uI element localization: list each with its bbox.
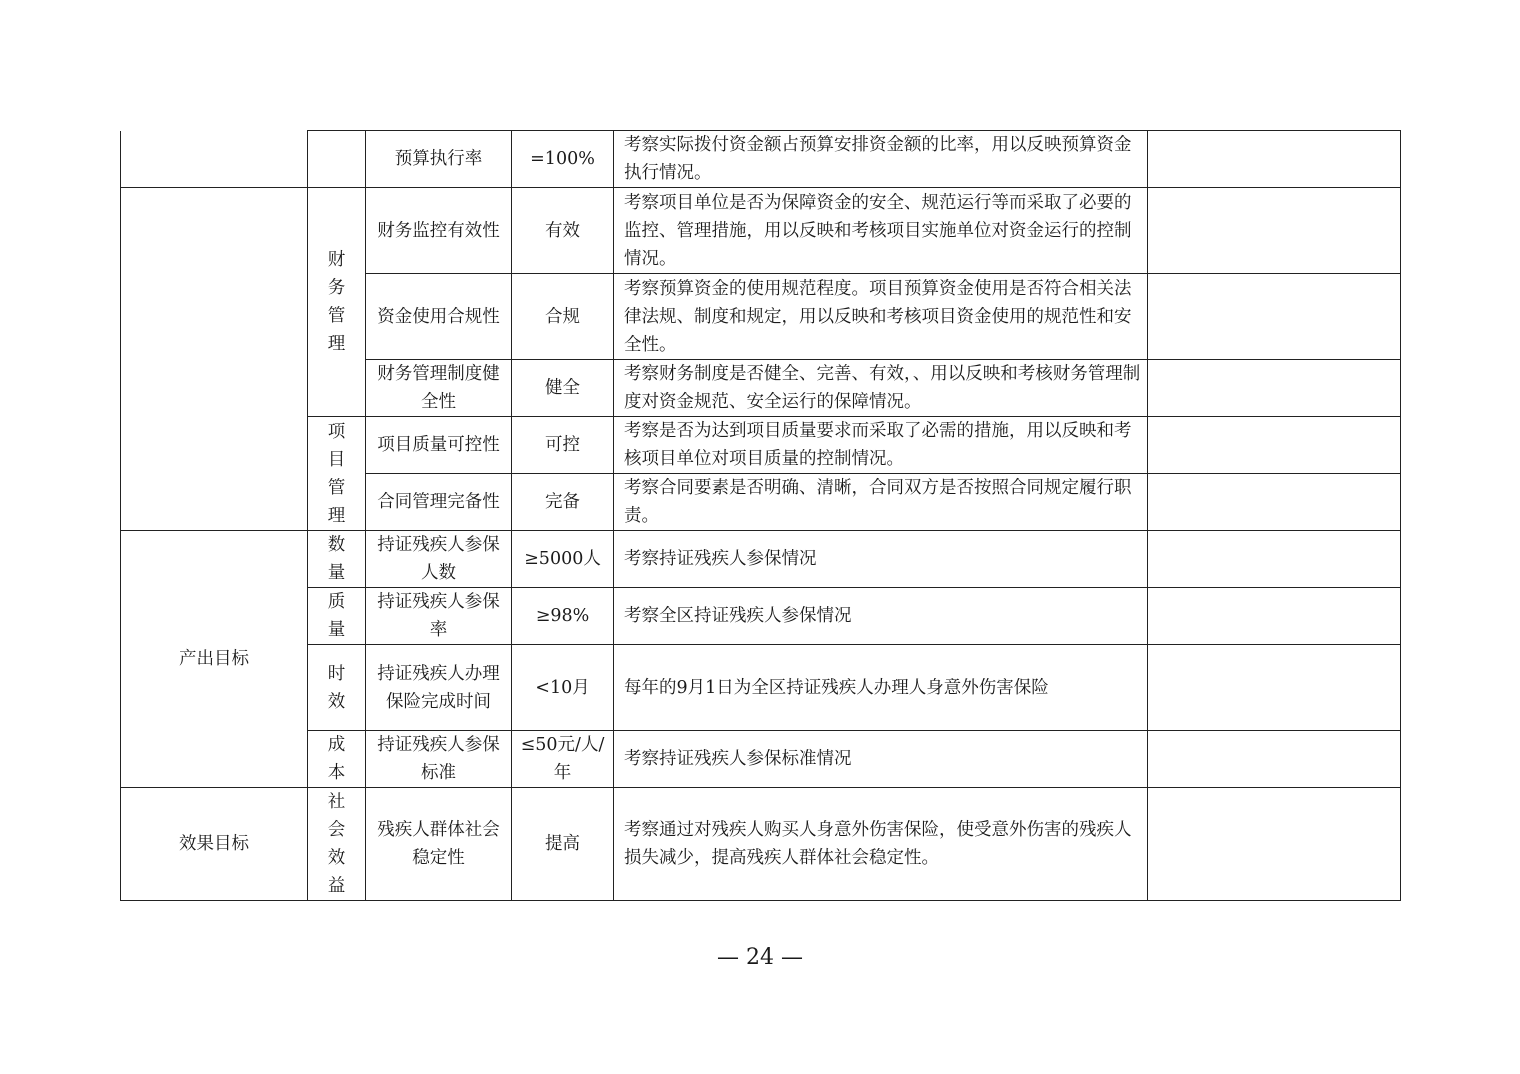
indicator-cell: 财务管理制度健全性: [366, 360, 512, 417]
indicator-cell: 预算执行率: [366, 131, 512, 188]
table-row: [121, 188, 1401, 274]
target-cell: 可控: [512, 417, 614, 474]
level2-cell: 质量: [308, 588, 366, 645]
remark-cell: [1148, 645, 1401, 731]
remark-cell: [1148, 474, 1401, 531]
description-cell: 考察持证残疾人参保标准情况: [614, 731, 1148, 788]
target-cell: 健全: [512, 360, 614, 417]
description-cell: 考察财务制度是否健全、完善、有效，、用以反映和考核财务管理制度对资金规范、安全运行的保障情况。: [614, 360, 1148, 417]
remark-cell: [1148, 131, 1401, 188]
indicator-cell: 持证残疾人参保标准: [366, 731, 512, 788]
indicator-cell: 持证残疾人参保人数: [366, 531, 512, 588]
level1-cell: [121, 188, 308, 531]
table-row: [121, 417, 1401, 474]
target-cell: =100%: [512, 131, 614, 188]
indicator-cell: 合同管理完备性: [366, 474, 512, 531]
level2-cell: 数量: [308, 531, 366, 588]
level1-cell: 效果目标: [121, 788, 308, 901]
indicator-cell: 持证残疾人办理保险完成时间: [366, 645, 512, 731]
target-cell: 有效: [512, 188, 614, 274]
description-cell: 考察项目单位是否为保障资金的安全、规范运行等而采取了必要的监控、管理措施，用以反映和考核项目实施单位对资金运行的控制情况。: [614, 188, 1148, 274]
target-cell: 完备: [512, 474, 614, 531]
target-cell: 合规: [512, 274, 614, 360]
level1-cell: [121, 131, 308, 188]
indicator-cell: 残疾人群体社会稳定性: [366, 788, 512, 901]
indicator-cell: 资金使用合规性: [366, 274, 512, 360]
level2-cell: 成本: [308, 731, 366, 788]
indicator-cell: 持证残疾人参保率: [366, 588, 512, 645]
remark-cell: [1148, 588, 1401, 645]
description-cell: 考察预算资金的使用规范程度。项目预算资金使用是否符合相关法律法规、制度和规定，用以反映和考核项目资金使用的规范性和安全性。: [614, 274, 1148, 360]
level2-cell: 财务管理: [308, 188, 366, 417]
description-cell: 考察全区持证残疾人参保情况: [614, 588, 1148, 645]
remark-cell: [1148, 731, 1401, 788]
table-row: [121, 645, 1401, 731]
description-cell: 考察持证残疾人参保情况: [614, 531, 1148, 588]
remark-cell: [1148, 188, 1401, 274]
remark-cell: [1148, 274, 1401, 360]
level2-cell: 项目管理: [308, 417, 366, 531]
description-cell: 考察是否为达到项目质量要求而采取了必需的措施，用以反映和考核项目单位对项目质量的控制情况。: [614, 417, 1148, 474]
target-cell: ≥5000人: [512, 531, 614, 588]
level2-cell: [308, 131, 366, 188]
target-cell: ≤50元/人/年: [512, 731, 614, 788]
table-row: [121, 731, 1401, 788]
target-cell: <10月: [512, 645, 614, 731]
description-cell: 考察实际拨付资金额占预算安排资金额的比率，用以反映预算资金执行情况。: [614, 131, 1148, 188]
remark-cell: [1148, 531, 1401, 588]
table-row: [121, 588, 1401, 645]
description-cell: 考察通过对残疾人购买人身意外伤害保险，使受意外伤害的残疾人损失减少，提高残疾人群体社会稳定性。: [614, 788, 1148, 901]
performance-indicator-table: [120, 130, 1401, 901]
remark-cell: [1148, 417, 1401, 474]
indicator-cell: 项目质量可控性: [366, 417, 512, 474]
page-number: — 24 —: [717, 945, 803, 970]
level2-cell: 社会效益: [308, 788, 366, 901]
table-row: [121, 131, 1401, 188]
description-cell: 每年的9月1日为全区持证残疾人办理人身意外伤害保险: [614, 645, 1148, 731]
description-cell: 考察合同要素是否明确、清晰，合同双方是否按照合同规定履行职责。: [614, 474, 1148, 531]
target-cell: ≥98%: [512, 588, 614, 645]
level2-cell: 时效: [308, 645, 366, 731]
remark-cell: [1148, 788, 1401, 901]
indicator-cell: 财务监控有效性: [366, 188, 512, 274]
table-row: [121, 531, 1401, 588]
remark-cell: [1148, 360, 1401, 417]
table-row: [121, 788, 1401, 901]
level1-cell: 产出目标: [121, 531, 308, 788]
target-cell: 提高: [512, 788, 614, 901]
